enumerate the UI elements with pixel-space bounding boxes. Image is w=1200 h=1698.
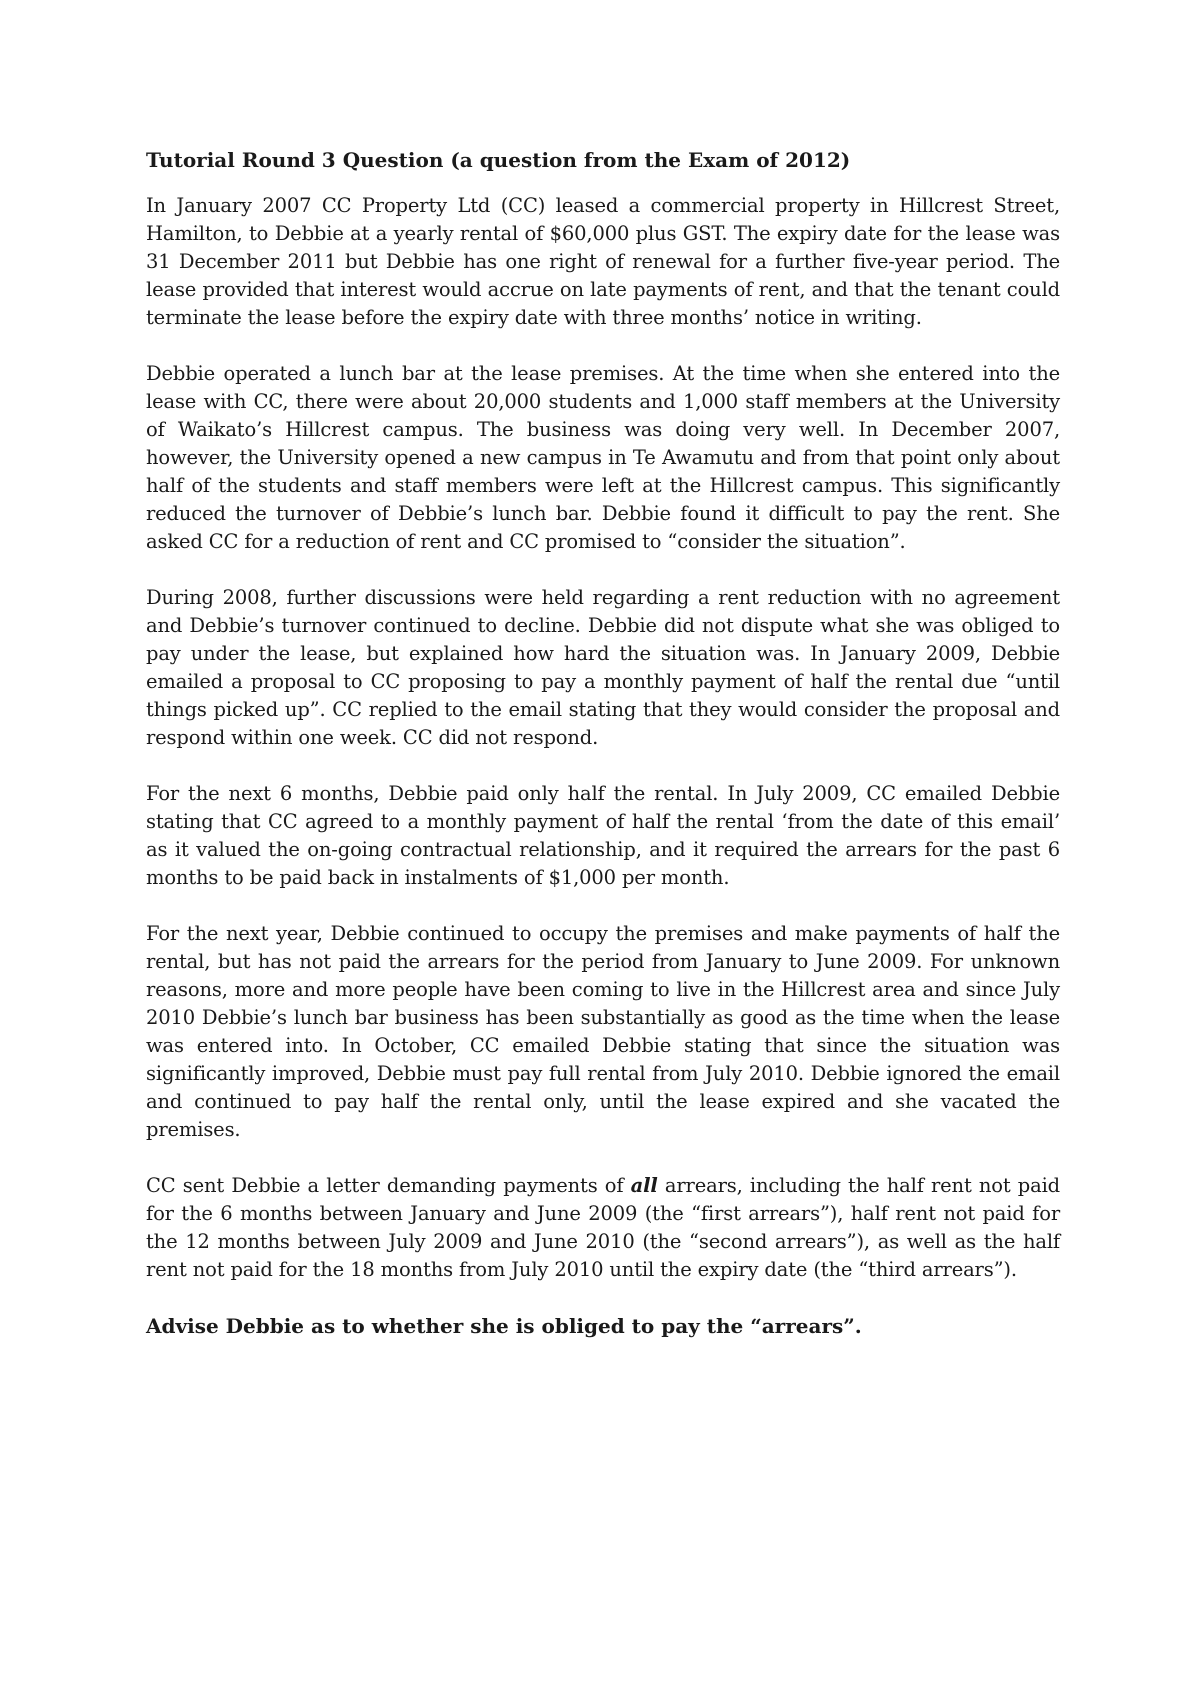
document-page [146, 146, 1060, 1340]
paragraph-lunch-bar: Debbie operated a lunch bar at the lease premises. At the time when she entered into the lease with CC, there were about 20,000 students and 1,000 staff members at the University of Waikato’s Hillcrest campus. The business was doing very well. In December 2007, however, the University opened a new campus in Te Awamutu and from that point only about half of the students and staff members were left at the Hillcrest campus. This significantly reduced the turnover of Debbie’s lunch bar. Debbie found it difficult to pay the rent. She asked CC for a reduction of rent and CC promised to “consider the situation”. [146, 362, 1060, 553]
document-title: Tutorial Round 3 Question (a question from the Exam of 2012) [146, 148, 851, 172]
paragraph-discussions-2008: During 2008, further discussions were held regarding a rent reduction with no agreement and Debbie’s turnover continued to decline. Debbie did not dispute what she was obliged to pay under the lease, but explained how hard the situation was. In January 2009, Debbie emailed a proposal to CC proposing to pay a monthly payment of half the rental due “until things picked up”. CC replied to the email stating that they would consider the proposal and respond within one week. CC did not respond. [146, 586, 1060, 749]
paragraph-half-rental: For the next 6 months, Debbie paid only half the rental. In July 2009, CC emailed Debbie stating that CC agreed to a monthly payment of half the rental ‘from the date of this email’ as it valued the on-going contractual relationship, and it required the arrears for the past 6 months to be paid back in instalments of $1,000 per month. [146, 782, 1060, 889]
paragraph-lease-terms: In January 2007 CC Property Ltd (CC) leased a commercial property in Hillcrest Street, Hamilton, to Debbie at a yearly rental of $60,000 plus GST. The expiry date for the lease was 31 December 2011 but Debbie has one right of renewal for a further five-year period. The lease provided that interest would accrue on late payments of rent, and that the tenant could terminate the lease before the expiry date with three months’ notice in writing. [146, 194, 1060, 329]
question-prompt: Advise Debbie as to whether she is obliged to pay the “arrears”. [146, 1314, 862, 1338]
demand-text-after: arrears, including the half rent not paid for the 6 months between January and June 2009 (the “first arrears”), half rent not paid for the 12 months between July 2009 and June 2010 (the “second arrears”), as well as the half rent not paid for the 18 months from July 2010 until the expiry date (the “third arrears”). [146, 1174, 1061, 1281]
paragraph-next-year: For the next year, Debbie continued to occupy the premises and make payments of half the rental, but has not paid the arrears for the period from January to June 2009. For unknown reasons, more and more people have been coming to live in the Hillcrest area and since July 2010 Debbie’s lunch bar business has been substantially as good as the time when the lease was entered into. In October, CC emailed Debbie stating that since the situation was significantly improved, Debbie must pay full rental from July 2010. Debbie ignored the email and continued to pay half the rental only, until the lease expired and she vacated the premises. [146, 922, 1060, 1141]
paragraph-demand-letter [146, 1172, 1060, 1284]
demand-text-before: CC sent Debbie a letter demanding payments of [146, 1174, 631, 1197]
demand-emphasis: all [630, 1174, 658, 1197]
